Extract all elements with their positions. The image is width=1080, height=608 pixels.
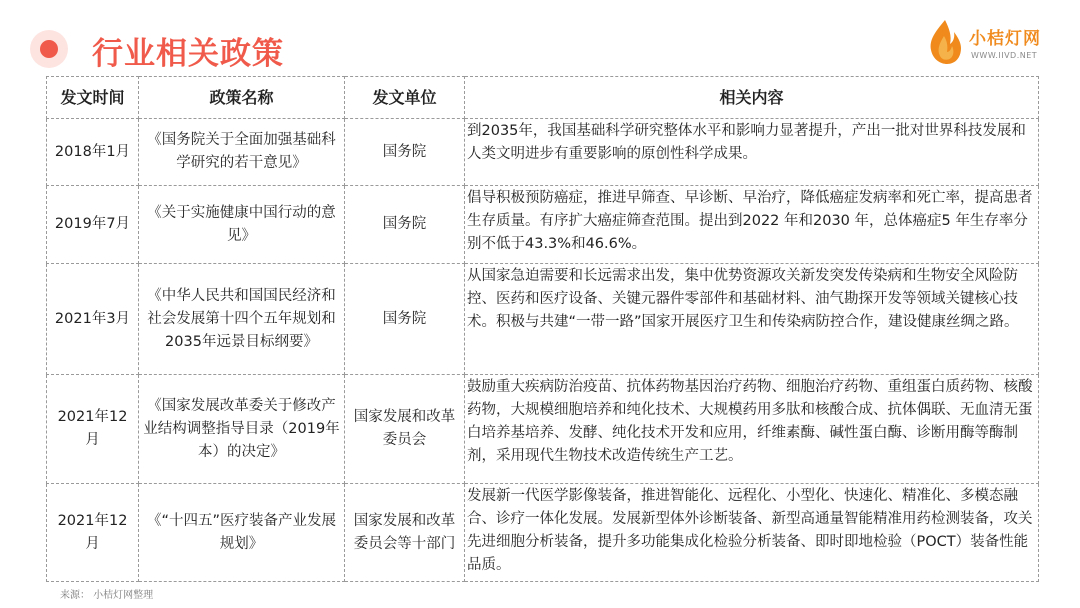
column-header-date: 发文时间 — [47, 77, 139, 119]
cell-content: 发展新一代医学影像装备，推进智能化、远程化、小型化、快速化、精准化、多模态融合、诊疗一体化发展。发展新型体外诊断装备、新型高通量智能精准用药检测装备，攻关先进细胞分析装备，提升多功能集成化检验分析装备、即时即地检验（POCT）装备性能品质。 — [465, 484, 1039, 582]
cell-policy: 《关于实施健康中国行动的意见》 — [139, 186, 345, 264]
flame-icon — [925, 18, 963, 66]
cell-policy: 《“十四五”医疗装备产业发展规划》 — [139, 484, 345, 582]
site-logo — [925, 18, 1065, 68]
logo-name: 小桔灯网 — [969, 29, 1041, 49]
cell-issuer: 国务院 — [345, 264, 465, 375]
logo-url: WWW.IIVD.NET — [971, 51, 1038, 60]
cell-policy: 《国家发展改革委关于修改产业结构调整指导目录（2019年本）的决定》 — [139, 375, 345, 484]
cell-content: 鼓励重大疾病防治疫苗、抗体药物基因治疗药物、细胞治疗药物、重组蛋白质药物、核酸药物，大规模细胞培养和纯化技术、大规模药用多肽和核酸合成、抗体偶联、无血清无蛋白培养基培养、发酵、纯化技术开发和应用，纤维素酶、碱性蛋白酶、诊断用酶等酶制剂，采用现代生物技术改造传统生产工艺。 — [465, 375, 1039, 484]
title-decoration-dot — [40, 40, 58, 58]
table-row — [47, 264, 1039, 375]
title-decoration-circle — [30, 30, 68, 68]
cell-issuer: 国务院 — [345, 186, 465, 264]
cell-date: 2021年12月 — [47, 484, 139, 582]
cell-issuer: 国家发展和改革委员会 — [345, 375, 465, 484]
source-note: 来源： 小桔灯网整理 — [60, 590, 154, 601]
column-header-content: 相关内容 — [465, 77, 1039, 119]
table-header-row — [47, 77, 1039, 119]
column-header-issuer: 发文单位 — [345, 77, 465, 119]
policy-table-container — [46, 76, 1038, 582]
cell-issuer: 国家发展和改革委员会等十部门 — [345, 484, 465, 582]
cell-content: 倡导积极预防癌症，推进早筛查、早诊断、早治疗，降低癌症发病率和死亡率，提高患者生存质量。有序扩大癌症筛查范围。提出到2022 年和2030 年，总体癌症5 年生存率分别不低于43.3%和46.6%。 — [465, 186, 1039, 264]
cell-issuer: 国务院 — [345, 119, 465, 186]
cell-policy: 《中华人民共和国国民经济和社会发展第十四个五年规划和2035年远景目标纲要》 — [139, 264, 345, 375]
table-row — [47, 186, 1039, 264]
cell-policy: 《国务院关于全面加强基础科学研究的若干意见》 — [139, 119, 345, 186]
cell-content: 到2035年，我国基础科学研究整体水平和影响力显著提升，产出一批对世界科技发展和人类文明进步有重要影响的原创性科学成果。 — [465, 119, 1039, 186]
cell-date: 2019年7月 — [47, 186, 139, 264]
cell-date: 2021年3月 — [47, 264, 139, 375]
page-title: 行业相关政策 — [92, 36, 284, 72]
policy-table — [46, 76, 1039, 582]
column-header-policy: 政策名称 — [139, 77, 345, 119]
cell-content: 从国家急迫需要和长远需求出发，集中优势资源攻关新发突发传染病和生物安全风险防控、医药和医疗设备、关键元器件零部件和基础材料、油气勘探开发等领域关键核心技术。积极与共建“一带一路”国家开展医疗卫生和传染病防控合作，建设健康丝绸之路。 — [465, 264, 1039, 375]
cell-date: 2021年12月 — [47, 375, 139, 484]
table-row — [47, 375, 1039, 484]
cell-date: 2018年1月 — [47, 119, 139, 186]
table-row — [47, 484, 1039, 582]
table-row — [47, 119, 1039, 186]
